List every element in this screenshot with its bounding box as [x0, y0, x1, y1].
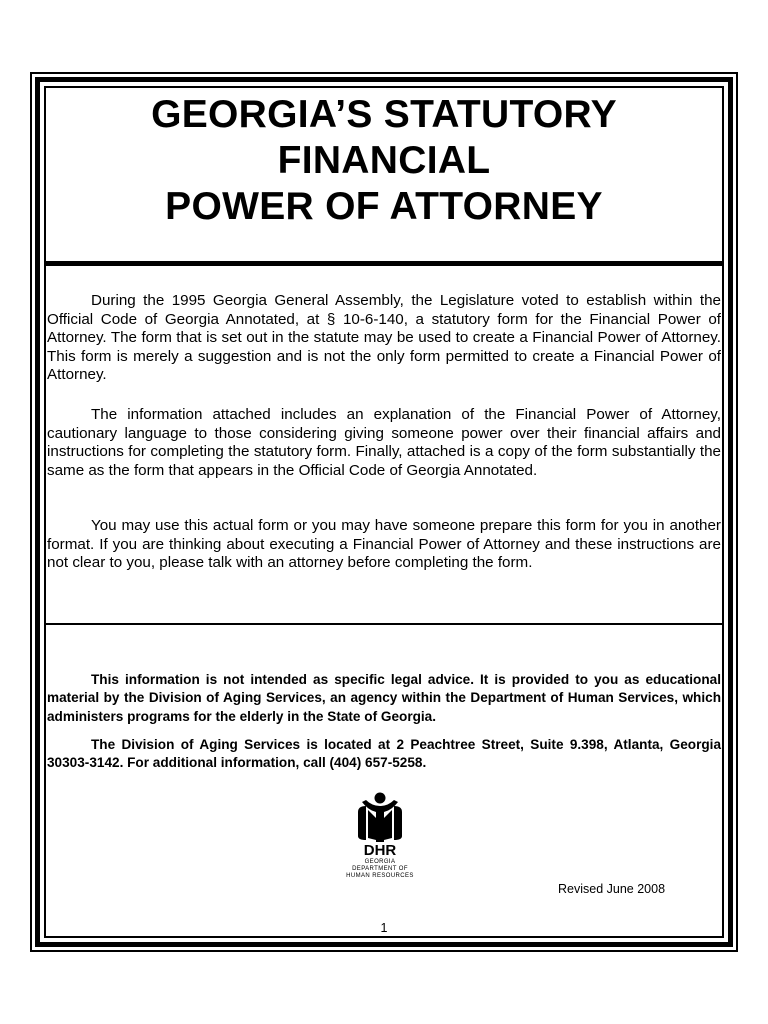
title-line: FINANCIAL [277, 139, 491, 182]
intro-paragraph-1 [47, 292, 721, 385]
contact-notice [47, 736, 721, 773]
page-number: 1 [380, 921, 388, 935]
logo-subtitle [326, 859, 434, 880]
section-divider [44, 623, 722, 625]
logo-sub-line: DEPARTMENT OF [352, 866, 408, 872]
paragraph-text: The information attached includes an explanation of the Financial Power of Attorney, cautionary language to those considering giving someone power over their financial affairs and instructions for completing the statutory form. Finally, attached is a copy of the form substantially the same as the form that appears in the Official Code of Georgia Annotated. [47, 406, 721, 479]
disclaimer-notice [47, 671, 721, 726]
logo-sub-line: GEORGIA [364, 859, 396, 865]
paragraph-text: During the 1995 Georgia General Assembly, the Legislature voted to establish within the Official Code of Georgia Annotated, at § 10-6-140, a statutory form for the Financial Power of Attorney. The form that is set out in the statute may be used to create a Financial Power of Attorney. This form is merely a suggestion and is not the only form permitted to create a Financial Power of Attorney. [47, 292, 721, 384]
title-line: GEORGIA’S STATUTORY [151, 93, 617, 136]
intro-paragraph-2 [47, 406, 721, 480]
title-divider [44, 261, 722, 266]
notice-text: The Division of Aging Services is located at 2 Peachtree Street, Suite 9.398, Atlanta, Georgia 30303-3142. For additional information, call (404) 657-5258. [47, 737, 721, 771]
logo-sub-line: HUMAN RESOURCES [346, 873, 414, 879]
revision-date: Revised June 2008 [558, 882, 666, 896]
intro-paragraph-3 [47, 517, 721, 573]
document-title [46, 92, 722, 230]
notice-text: This information is not intended as specific legal advice. It is provided to you as educational material by the Division of Aging Services, an agency within the Department of Human Services, which administers programs for the elderly in the State of Georgia. [47, 672, 721, 724]
logo-name: DHR [363, 842, 397, 859]
paragraph-text: You may use this actual form or you may have someone prepare this form for you in another format. If you are thinking about executing a Financial Power of Attorney and these instructions are not clear to you, please talk with an attorney before completing the form. [47, 517, 721, 572]
document-page [46, 88, 722, 936]
title-line: POWER OF ATTORNEY [165, 185, 603, 228]
